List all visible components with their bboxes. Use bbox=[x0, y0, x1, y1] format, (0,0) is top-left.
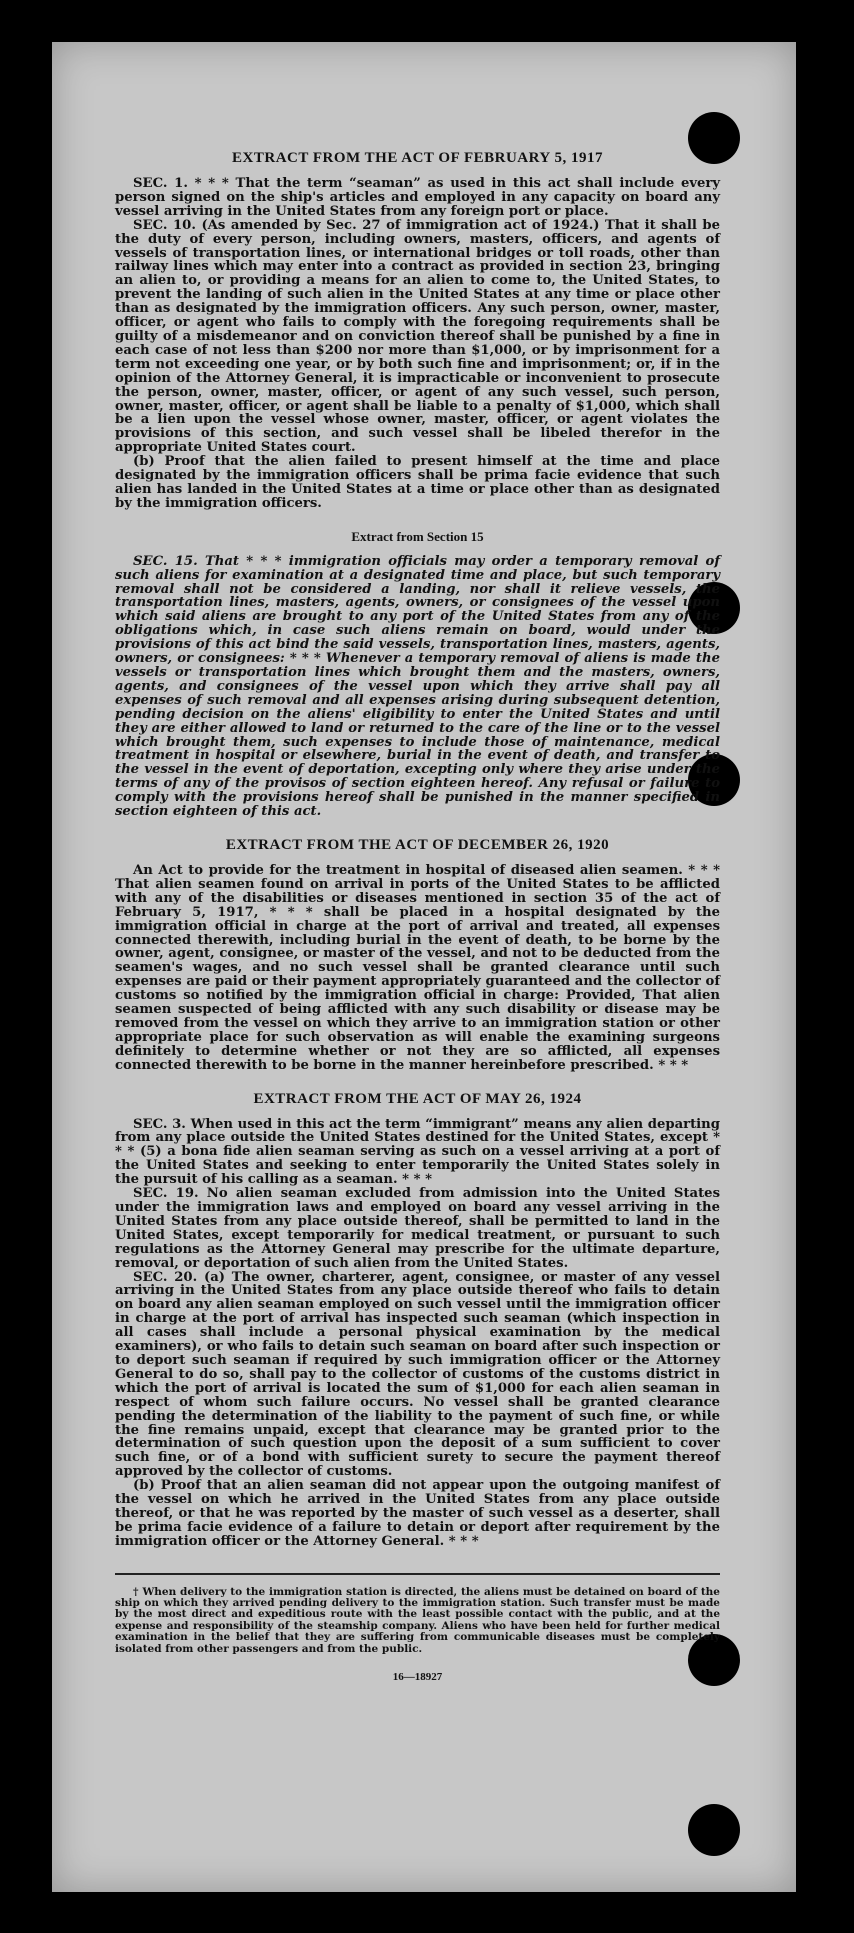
paragraph-sec-1: SEC. 1. * * * That the term “seaman” as used in this act shall include every person signed on the ship's articles and employed in any capacity on board any vessel arriving in the United States from any foreign port or place. bbox=[115, 176, 720, 219]
divider bbox=[115, 1573, 720, 1575]
subheading-section-15: Extract from Section 15 bbox=[351, 528, 484, 544]
section-heading-1920: EXTRACT FROM THE ACT OF DECEMBER 26, 1920 bbox=[225, 836, 610, 853]
paragraph-sec-15: SEC. 15. That * * * immigration officials may order a temporary removal of such aliens for examination at a designated time and place, but such temporary removal shall not be considered a landing, nor shall it relieve vessels, the transportation lines, masters, agents, owners, or consignees of the vessel upon which said aliens are brought to any port of the United States from any of the obligations which, in case such aliens remain on board, would under the provisions of this act bind the said vessels, transportation lines, masters, agents, owners, or consignees: * * * Whenever a temporary removal of aliens is made the vessels or transportation lines which brought them and the masters, owners, agents, and consignees of the vessel upon which they arrive shall pay all expenses of such removal and all expenses arising during subsequent detention, pending decision on the aliens' eligibility to enter the United States and until they are either allowed to land or returned to the care of the line or to the vessel which brought them, such expenses to include those of maintenance, medical treatment in hospital or elsewhere, burial in the event of death, and transfer to the vessel in the event of deportation, excepting only where they arise under the terms of any of the provisos of section eighteen hereof. Any refusal or failure to comply with the provisions hereof shall be punished in the manner specified in section eighteen of this act. bbox=[115, 553, 720, 820]
footnote-block bbox=[115, 1587, 720, 1655]
document-body bbox=[115, 150, 720, 1683]
paragraph-sec-20-a: SEC. 20. (a) The owner, charterer, agent, consignee, or master of any vessel arriving in the United States from any place outside thereof who fails to detain on board any alien seaman employed on such vessel until the immigration officer in charge at the port of arrival has inspected such seaman (which inspection in all cases shall include a personal physical examination by the medical examiners), or who fails to detain such seaman on board after such inspection or to deport such seaman if required by such immigration officer or the Attorney General to do so, shall pay to the collector of customs of the customs district in which the port of arrival is located the sum of $1,000 for each alien seaman in respect of whom such failure occurs. No vessel shall be granted clearance pending the determination of the liability to the payment of such fine, or while the fine remains unpaid, except that clearance may be granted prior to the determination of such question upon the deposit of a sum sufficient to cover such fine, or of a bond with sufficient surety to secure the payment thereof approved by the collector of customs. bbox=[115, 1269, 720, 1480]
punch-hole bbox=[688, 1804, 740, 1856]
footnote: † When delivery to the immigration station is directed, the aliens must be detained on board of the ship on which they arrived pending delivery to the immigration station. Such transfer must be made by the most direct and expeditious route with the least possible contact with the public, and at the expense and responsibility of the steamship company. Aliens who have been held for further medical examination in the belief that they are suffering from communicable diseases must be completely isolated from other passengers and from the public. bbox=[115, 1585, 720, 1655]
paragraph-sec-10: SEC. 10. (As amended by Sec. 27 of immigration act of 1924.) That it shall be the duty of every person, including owners, masters, officers, and agents of vessels of transportation lines, or international bridges or toll roads, other than railway lines which may enter into a contract as provided in section 23, bringing an alien to, or providing a means for an alien to come to, the United States, to prevent the landing of such alien in the United States at any time or place other than as designated by the immigration officers. Any such person, owner, master, officer, or agent who fails to comply with the foregoing requirements shall be guilty of a misdemeanor and on conviction thereof shall be punished by a fine in each case of not less than $200 nor more than $1,000, or by imprisonment for a term not exceeding one year, or by both such fine and imprisonment; or, if in the opinion of the Attorney General, it is impracticable or inconvenient to prosecute the person, owner, master, officer, or agent of any such vessel, such person, owner, master, officer, or agent shall be liable to a penalty of $1,000, which shall be a lien upon the vessel whose owner, master, officer, or agent violates the provisions of this section, and such vessel shall be libeled therefor in the appropriate United States court. bbox=[115, 217, 720, 456]
paragraph-sec-3: SEC. 3. When used in this act the term “immigrant” means any alien departing from any place outside the United States destined for the United States, except * * * (5) a bona fide alien seaman serving as such on a vessel arriving at a port of the United States and seeking to enter temporarily the United States solely in the pursuit of his calling as a seaman. * * * bbox=[115, 1116, 720, 1188]
section-heading-1924: EXTRACT FROM THE ACT OF MAY 26, 1924 bbox=[253, 1090, 582, 1107]
form-number: 16—18927 bbox=[392, 1671, 443, 1684]
section-heading-1917: EXTRACT FROM THE ACT OF FEBRUARY 5, 1917 bbox=[232, 150, 603, 166]
paragraph-sec-10-b: (b) Proof that the alien failed to present himself at the time and place designated by the immigration officers shall be prima facie evidence that such alien has landed in the United States at a time or place other than as designated by the immigration officers. bbox=[115, 454, 720, 511]
paragraph-sec-19: SEC. 19. No alien seaman excluded from admission into the United States under the immigration laws and employed on board any vessel arriving in the United States from any place outside thereof, shall be permitted to land in the United States, except temporarily for medical treatment, or pursuant to such regulations as the Attorney General may prescribe for the ultimate departure, removal, or deportation of such alien from the United States. bbox=[115, 1186, 720, 1271]
paragraph-sec-20-b: (b) Proof that an alien seaman did not appear upon the outgoing manifest of the vessel on which he arrived in the United States from any place outside thereof, or that he was reported by the master of such vessel as a deserter, shall be prima facie evidence of a failure to detain or deport after requirement by the immigration officer or the Attorney General. * * * bbox=[115, 1478, 720, 1549]
paragraph-act-1920: An Act to provide for the treatment in hospital of diseased alien seamen. * * * That alien seamen found on arrival in ports of the United States to be afflicted with any of the disabilities or diseases mentioned in section 35 of the act of February 5, 1917, * * * shall be placed in a hospital designated by the immigration official in charge at the port of arrival and treated, all expenses connected therewith, including burial in the event of death, to be borne by the owner, agent, consignee, or master of the vessel, and not to be deducted from the seamen's wages, and no such vessel shall be granted clearance until such expenses are paid or their payment appropriately guaranteed and the collector of customs so notified by the immigration official in charge: Provided, That alien seamen suspected of being afflicted with any such disability or disease may be removed from the vessel on which they arrive to an immigration station or other appropriate place for such observation as will enable the examining surgeons definitely to determine whether or not they are so afflicted, all expenses connected therewith to be borne in the manner hereinbefore prescribed. * * * bbox=[115, 862, 720, 1073]
